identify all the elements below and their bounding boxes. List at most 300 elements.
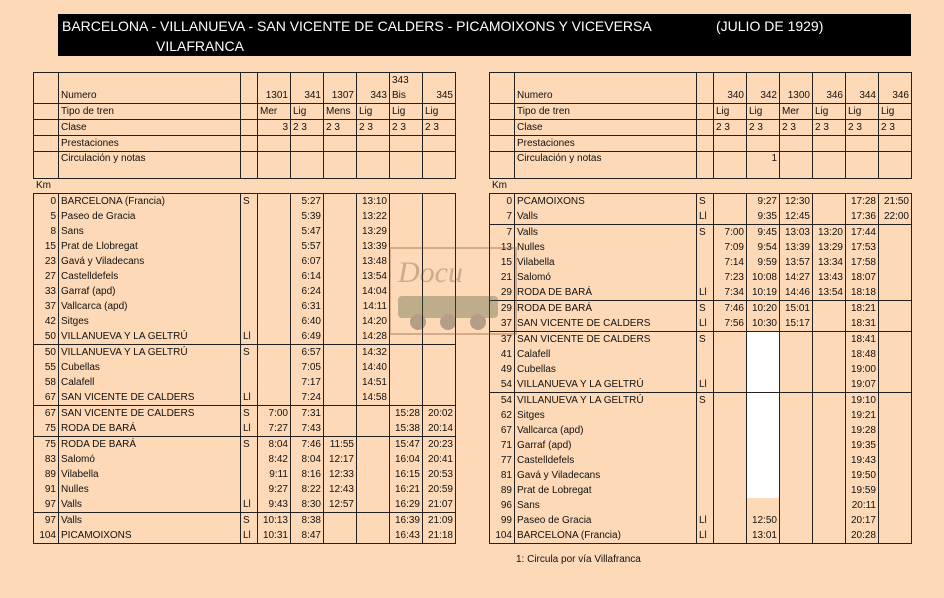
time-cell <box>813 332 846 348</box>
time-cell: 12:43 <box>324 482 357 497</box>
km-value: 8 <box>34 224 59 239</box>
time-cell <box>324 528 357 544</box>
time-cell: 13:22 <box>357 209 390 224</box>
station-name: VILLANUEVA Y LA GELTRÚ <box>59 345 241 361</box>
station-flag <box>241 314 258 329</box>
time-cell <box>258 284 291 299</box>
time-cell <box>813 393 846 409</box>
time-cell: 13:29 <box>813 240 846 255</box>
station-name: Garraf (apd) <box>515 438 697 453</box>
station-flag <box>697 362 714 377</box>
time-cell: 9:43 <box>258 497 291 513</box>
time-cell <box>780 377 813 393</box>
train-class: 2 3 <box>390 120 423 136</box>
time-cell: 14:46 <box>780 285 813 301</box>
station-flag <box>697 347 714 362</box>
station-flag <box>241 254 258 269</box>
train-type: Lig <box>879 104 912 120</box>
time-cell: 19:43 <box>846 453 879 468</box>
time-cell <box>879 301 912 317</box>
time-cell <box>423 345 456 361</box>
station-flag <box>697 240 714 255</box>
station-name: Vallcarca (apd) <box>515 423 697 438</box>
time-cell <box>780 468 813 483</box>
time-cell <box>879 270 912 285</box>
train-type: Mer <box>780 104 813 120</box>
train-note <box>390 152 423 179</box>
time-cell: 16:29 <box>390 497 423 513</box>
time-cell: 13:54 <box>357 269 390 284</box>
time-cell <box>780 347 813 362</box>
time-cell <box>813 483 846 498</box>
station-flag <box>697 483 714 498</box>
timetable-row <box>490 209 912 225</box>
timetable-row <box>34 390 456 406</box>
time-cell <box>324 360 357 375</box>
timetable-row <box>490 270 912 285</box>
time-cell <box>813 194 846 210</box>
time-cell: 10:13 <box>258 513 291 529</box>
station-flag <box>241 452 258 467</box>
time-cell <box>324 329 357 345</box>
train-note <box>780 152 813 179</box>
km-value: 33 <box>34 284 59 299</box>
time-cell: 7:46 <box>714 301 747 317</box>
station-flag <box>241 239 258 254</box>
train-number: 1307 <box>324 88 357 104</box>
time-cell: 20:11 <box>846 498 879 513</box>
km-value: 42 <box>34 314 59 329</box>
time-cell: 18:21 <box>846 301 879 317</box>
time-cell: 19:07 <box>846 377 879 393</box>
time-cell <box>258 269 291 284</box>
time-cell: 8:16 <box>291 467 324 482</box>
train-class: 2 3 <box>714 120 747 136</box>
label-circulacion: Circulación y notas <box>515 152 697 179</box>
timetable-row <box>34 437 456 453</box>
km-value: 0 <box>34 194 59 210</box>
station-flag <box>241 360 258 375</box>
time-cell <box>879 255 912 270</box>
timetable-row <box>34 375 456 390</box>
time-cell <box>714 362 747 377</box>
time-cell: 5:47 <box>291 224 324 239</box>
station-name: Salomó <box>515 270 697 285</box>
km-value: 50 <box>34 329 59 345</box>
station-name: Vilabella <box>515 255 697 270</box>
station-name: Vilabella <box>59 467 241 482</box>
time-cell <box>780 332 813 348</box>
time-cell: 9:35 <box>747 209 780 225</box>
station-flag: S <box>241 437 258 453</box>
train-class: 2 3 <box>846 120 879 136</box>
time-cell <box>813 347 846 362</box>
time-cell <box>879 453 912 468</box>
time-cell: 7:17 <box>291 375 324 390</box>
time-cell <box>258 314 291 329</box>
km-value: 49 <box>490 362 515 377</box>
time-cell: 15:38 <box>390 421 423 437</box>
time-cell: 7:43 <box>291 421 324 437</box>
time-cell: 6:31 <box>291 299 324 314</box>
train-class: 2 3 <box>780 120 813 136</box>
time-cell: 20:02 <box>423 406 456 422</box>
station-name: Gavá y Viladecans <box>59 254 241 269</box>
time-cell: 7:56 <box>714 316 747 332</box>
time-cell <box>258 360 291 375</box>
station-flag <box>697 438 714 453</box>
time-cell: 14:04 <box>357 284 390 299</box>
time-cell: 10:19 <box>747 285 780 301</box>
time-cell: 7:34 <box>714 285 747 301</box>
time-cell <box>747 423 780 438</box>
time-cell <box>747 438 780 453</box>
train-note <box>714 152 747 179</box>
station-name: SAN VICENTE DE CALDERS <box>515 316 697 332</box>
timetable-row <box>34 345 456 361</box>
time-cell <box>813 438 846 453</box>
timetable-row <box>490 347 912 362</box>
km-value: 62 <box>490 408 515 423</box>
train-number: 1300 <box>780 88 813 104</box>
timetable-row <box>490 225 912 241</box>
time-cell <box>780 393 813 409</box>
timetable-row <box>34 482 456 497</box>
time-cell: 12:33 <box>324 467 357 482</box>
time-cell: 17:58 <box>846 255 879 270</box>
train-type: Lig <box>390 104 423 120</box>
train-type: Mens <box>324 104 357 120</box>
time-cell <box>258 375 291 390</box>
km-value: 23 <box>34 254 59 269</box>
time-cell <box>390 375 423 390</box>
train-class: 2 3 <box>813 120 846 136</box>
train-number: 346 <box>813 88 846 104</box>
train-note <box>291 152 324 179</box>
station-name: Sans <box>59 224 241 239</box>
time-cell: 20:17 <box>846 513 879 528</box>
km-value: 27 <box>34 269 59 284</box>
timetable-row <box>490 483 912 498</box>
time-cell <box>780 408 813 423</box>
time-cell: 17:44 <box>846 225 879 241</box>
time-cell: 20:14 <box>423 421 456 437</box>
time-cell <box>324 254 357 269</box>
time-cell: 20:23 <box>423 437 456 453</box>
right-header-table <box>489 72 912 179</box>
train-class: 3 <box>258 120 291 136</box>
station-name: VILLANUEVA Y LA GELTRÚ <box>515 377 697 393</box>
km-value: 91 <box>34 482 59 497</box>
train-number: 1301 <box>258 88 291 104</box>
station-flag: S <box>697 194 714 210</box>
time-cell: 16:04 <box>390 452 423 467</box>
time-cell: 8:47 <box>291 528 324 544</box>
timetable-row <box>34 421 456 437</box>
station-flag: S <box>241 345 258 361</box>
time-cell: 14:27 <box>780 270 813 285</box>
time-cell: 20:41 <box>423 452 456 467</box>
time-cell <box>258 390 291 406</box>
train-note <box>324 152 357 179</box>
train-note <box>258 152 291 179</box>
docutren-watermark-icon <box>388 246 518 336</box>
time-cell: 15:28 <box>390 406 423 422</box>
time-cell: 9:59 <box>747 255 780 270</box>
km-value: 7 <box>490 225 515 241</box>
time-cell: 21:07 <box>423 497 456 513</box>
time-cell <box>357 528 390 544</box>
label-prestaciones: Prestaciones <box>515 136 697 152</box>
time-cell: 7:00 <box>258 406 291 422</box>
time-cell <box>324 513 357 529</box>
time-cell: 13:03 <box>780 225 813 241</box>
station-flag <box>241 224 258 239</box>
timetable-title: BARCELONA - VILLANUEVA - SAN VICENTE DE CALDERS - PICAMOIXONS Y VICEVERSA <box>62 18 652 34</box>
time-cell <box>813 408 846 423</box>
timetable-row <box>34 360 456 375</box>
station-name: Calafell <box>515 347 697 362</box>
time-cell <box>879 393 912 409</box>
km-value: 58 <box>34 375 59 390</box>
station-name: Cubellas <box>515 362 697 377</box>
timetable-row <box>34 452 456 467</box>
time-cell <box>780 528 813 544</box>
time-cell <box>357 421 390 437</box>
km-value: 54 <box>490 393 515 409</box>
timetable-row <box>34 467 456 482</box>
train-number: 342 <box>747 88 780 104</box>
time-cell: 12:45 <box>780 209 813 225</box>
time-cell <box>258 345 291 361</box>
timetable-row <box>490 528 912 544</box>
train-number: 341 <box>291 88 324 104</box>
time-cell <box>813 453 846 468</box>
train-type: Lig <box>357 104 390 120</box>
time-cell: 6:57 <box>291 345 324 361</box>
time-cell <box>813 468 846 483</box>
km-value: 0 <box>490 194 515 210</box>
time-cell <box>390 390 423 406</box>
station-name: Castelldefels <box>59 269 241 284</box>
km-value: 13 <box>490 240 515 255</box>
station-flag: Ll <box>697 377 714 393</box>
time-cell <box>879 468 912 483</box>
station-flag: Ll <box>697 285 714 301</box>
train-note <box>846 152 879 179</box>
timetable-row <box>490 408 912 423</box>
time-cell: 15:17 <box>780 316 813 332</box>
timetable-row <box>490 285 912 301</box>
time-cell <box>879 316 912 332</box>
time-cell: 6:49 <box>291 329 324 345</box>
time-cell <box>714 498 747 513</box>
timetable-row <box>490 301 912 317</box>
km-value: 104 <box>490 528 515 544</box>
time-cell <box>423 194 456 210</box>
station-flag <box>697 270 714 285</box>
label-clase: Clase <box>515 120 697 136</box>
train-number: 346 <box>879 88 912 104</box>
train-number: 345 <box>423 88 456 104</box>
time-cell: 22:00 <box>879 209 912 225</box>
time-cell: 16:15 <box>390 467 423 482</box>
station-name: RODA DE BARÁ <box>59 421 241 437</box>
label-numero: Numero <box>515 88 697 104</box>
time-cell: 7:00 <box>714 225 747 241</box>
time-cell <box>813 301 846 317</box>
km-value: 99 <box>490 513 515 528</box>
time-cell: 14:32 <box>357 345 390 361</box>
train-note <box>813 152 846 179</box>
km-value: 7 <box>490 209 515 225</box>
timetable-row <box>34 528 456 544</box>
station-name: RODA DE BARÁ <box>515 301 697 317</box>
station-name: Gavá y Viladecans <box>515 468 697 483</box>
km-value: 96 <box>490 498 515 513</box>
station-flag: S <box>697 301 714 317</box>
km-label-right: Km <box>492 180 507 191</box>
time-cell <box>390 194 423 210</box>
timetable-row <box>34 406 456 422</box>
time-cell: 19:10 <box>846 393 879 409</box>
time-cell <box>357 467 390 482</box>
time-cell <box>423 224 456 239</box>
train-type: Lig <box>846 104 879 120</box>
time-cell <box>879 513 912 528</box>
station-flag <box>241 269 258 284</box>
time-cell <box>780 498 813 513</box>
time-cell <box>714 332 747 348</box>
station-name: SAN VICENTE DE CALDERS <box>59 390 241 406</box>
label-tipo: Tipo de tren <box>59 104 241 120</box>
time-cell <box>879 528 912 544</box>
label-clase: Clase <box>59 120 241 136</box>
station-flag <box>697 498 714 513</box>
time-cell: 12:30 <box>780 194 813 210</box>
time-cell: 15:01 <box>780 301 813 317</box>
time-cell: 14:11 <box>357 299 390 314</box>
km-value: 54 <box>490 377 515 393</box>
station-flag <box>697 408 714 423</box>
km-value: 67 <box>490 423 515 438</box>
time-cell: 9:27 <box>258 482 291 497</box>
station-name: SAN VICENTE DE CALDERS <box>59 406 241 422</box>
time-cell: 5:39 <box>291 209 324 224</box>
train-note <box>357 152 390 179</box>
time-cell <box>357 452 390 467</box>
time-cell <box>780 438 813 453</box>
km-value: 75 <box>34 437 59 453</box>
time-cell: 10:08 <box>747 270 780 285</box>
station-flag: Ll <box>241 497 258 513</box>
station-name: Sitges <box>59 314 241 329</box>
time-cell <box>324 224 357 239</box>
time-cell: 13:39 <box>357 239 390 254</box>
train-class: 2 3 <box>357 120 390 136</box>
time-cell: 13:48 <box>357 254 390 269</box>
train-class: 2 3 <box>324 120 357 136</box>
train-note: 1 <box>747 152 780 179</box>
time-cell: 6:24 <box>291 284 324 299</box>
time-cell <box>714 347 747 362</box>
timetable-row <box>490 194 912 210</box>
time-cell: 13:39 <box>780 240 813 255</box>
km-value: 37 <box>490 332 515 348</box>
timetable-row <box>490 513 912 528</box>
time-cell: 8:04 <box>258 437 291 453</box>
time-cell: 19:35 <box>846 438 879 453</box>
time-cell <box>879 347 912 362</box>
time-cell <box>813 316 846 332</box>
km-value: 89 <box>490 483 515 498</box>
time-cell <box>813 513 846 528</box>
time-cell: 9:45 <box>747 225 780 241</box>
km-value: 37 <box>34 299 59 314</box>
station-flag <box>697 255 714 270</box>
station-flag: Ll <box>697 513 714 528</box>
time-cell: 13:43 <box>813 270 846 285</box>
timetable-row <box>490 362 912 377</box>
time-cell: 7:46 <box>291 437 324 453</box>
train-note <box>879 152 912 179</box>
time-cell <box>813 209 846 225</box>
timetable-row <box>490 498 912 513</box>
station-flag: S <box>697 225 714 241</box>
time-cell <box>813 377 846 393</box>
station-flag: S <box>241 194 258 210</box>
km-value: 77 <box>490 453 515 468</box>
station-name: Valls <box>515 209 697 225</box>
label-tipo: Tipo de tren <box>515 104 697 120</box>
timetable-row <box>490 438 912 453</box>
time-cell <box>390 345 423 361</box>
time-cell: 19:21 <box>846 408 879 423</box>
time-cell <box>324 299 357 314</box>
station-flag: S <box>241 513 258 529</box>
time-cell <box>357 437 390 453</box>
time-cell: 18:41 <box>846 332 879 348</box>
time-cell <box>879 483 912 498</box>
time-cell <box>714 438 747 453</box>
time-cell <box>357 482 390 497</box>
train-class: 2 3 <box>423 120 456 136</box>
timetable-row <box>34 497 456 513</box>
time-cell <box>780 423 813 438</box>
time-cell <box>258 224 291 239</box>
station-flag <box>697 453 714 468</box>
time-cell <box>324 209 357 224</box>
time-cell <box>747 347 780 362</box>
time-cell: 5:57 <box>291 239 324 254</box>
time-cell <box>747 362 780 377</box>
station-name: RODA DE BARÁ <box>515 285 697 301</box>
station-flag: S <box>697 332 714 348</box>
station-flag <box>241 209 258 224</box>
time-cell <box>714 423 747 438</box>
km-value: 67 <box>34 390 59 406</box>
time-cell <box>324 239 357 254</box>
station-name: Sans <box>515 498 697 513</box>
km-value: 104 <box>34 528 59 544</box>
station-flag <box>241 375 258 390</box>
time-cell <box>324 406 357 422</box>
station-flag <box>241 482 258 497</box>
time-cell: 21:09 <box>423 513 456 529</box>
time-cell: 8:38 <box>291 513 324 529</box>
km-value: 29 <box>490 285 515 301</box>
time-cell <box>357 406 390 422</box>
